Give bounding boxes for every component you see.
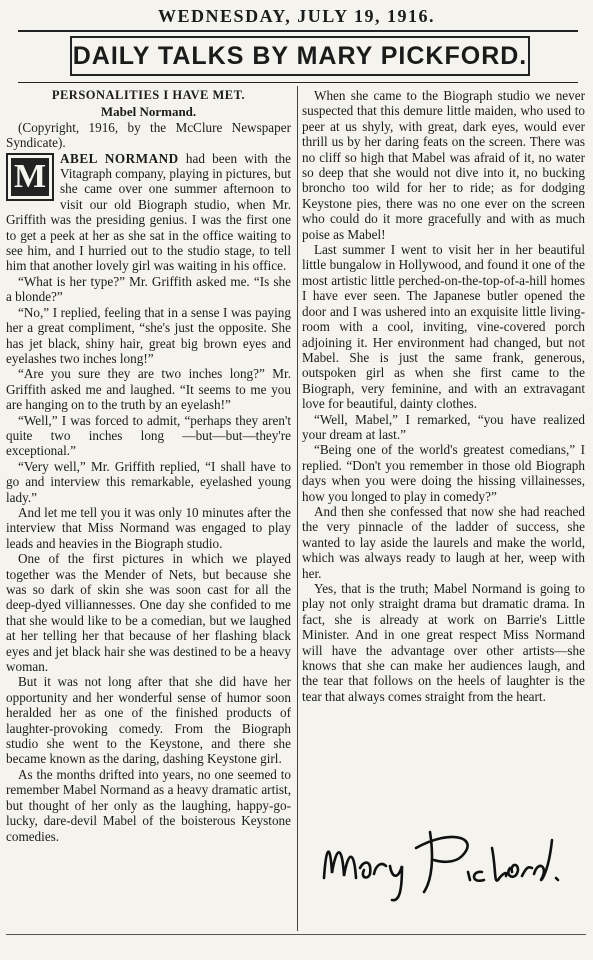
left-column: [6, 88, 291, 844]
headline: DAILY TALKS BY MARY PICKFORD.: [70, 36, 530, 76]
paragraph: “Are you sure they are two inches long?” Mr. Griffith asked me and laughed. “It seems to me you are hanging on to the truth by an eyelash!”: [6, 366, 291, 413]
headline-rule: [18, 82, 578, 83]
paragraph: “Well,” I was forced to admit, “perhaps they aren't quite two inches long —but—but—they're exceptional.”: [6, 412, 291, 459]
article-subhead: PERSONALITIES I HAVE MET.: [51, 88, 246, 102]
dateline: WEDNESDAY, JULY 19, 1916.: [158, 6, 435, 26]
article-byline: Mabel Normand.: [100, 104, 197, 120]
paragraph: And then she confessed that now she had reached the very pinnacle of the ladder of success, she wanted to lay aside the laurels and make the world, which was always ready to laugh at her, weep with her.: [302, 503, 585, 581]
paragraph: “Being one of the world's greatest comedians,” I replied. “Don't you remember in those old Biograph days when you were doing the hissing villainesses, how you longed to play in comedy?”: [302, 442, 585, 504]
paragraph: But it was not long after that she did have her opportunity and her wonderful sense of humor soon heralded her as one of the finished products of laughter-provoking comedy. From the Biograph studio she went to the Keystone, and there she became known as the daring, dashing Keystone girl.: [6, 674, 291, 767]
drop-cap: M: [6, 153, 54, 201]
bottom-rule: [6, 934, 586, 935]
copyright-notice: (Copyright, 1916, by the McClure Newspaper Syndicate).: [6, 119, 291, 151]
handwritten-signature: [312, 818, 572, 908]
paragraph: “No,” I replied, feeling that in a sense I was paying her a great compliment, “she's just the opposite. She has jet black, shiny hair, great big brown eyes and eyelashes two inches long!”: [6, 304, 291, 366]
lead-text: had been with the Vitagraph company, playing in pictures, but she came over one summer afternoon to visit our old Biograph studio, when Mr. Griffith was the presiding genius. I was the first one to get a peek at her as she sat in the office waiting to see him, and I hurried out to the studio stage, to tell him that another lovely girl was waiting in his office.: [6, 150, 291, 274]
paragraph: One of the first pictures in which we played together was the Mender of Nets, but because she was so dark of skin she was soon cast for all the deep-dyed villiannesses. One day she confided to me that she would like to be a comedian, but we laughed at her telling her that because of her flashing black eyes and jet black hair she was destined to be a heavy woman.: [6, 551, 291, 675]
paragraph: And let me tell you it was only 10 minutes after the interview that Miss Normand was engaged to play leads and heavies in the Biograph studio.: [6, 504, 291, 551]
paragraph: “Well, Mabel,” I remarked, “you have realized your dream at last.”: [302, 411, 585, 442]
paragraph: “Very well,” Mr. Griffith replied, “I shall have to go and interview this remarkable, eyelashed young lady.”: [6, 458, 291, 505]
top-rule: [18, 30, 578, 32]
paragraph: Yes, that is the truth; Mabel Normand is going to play not only straight drama but dramatic drama. In fact, she is already at work on Barrie's Little Minister. And in one great respect Miss Normand will have the advantage over other artists—she knows that she can make her audiences laugh, and the tear that follows on the heels of laughter is the tear that always comes straight from the heart.: [302, 581, 585, 704]
paragraph: As the months drifted into years, no one seemed to remember Mabel Normand as a heavy dramatic artist, but thought of her only as the laughing, happy-go-lucky, dare-devil Mabel of the boisterous Keystone comedies.: [6, 766, 291, 844]
lead-caps: ABEL NORMAND: [60, 150, 179, 166]
paragraph: Last summer I went to visit her in her beautiful little bungalow in Hollywood, and found it one of the most artistic little perched-on-the-top-of-a-hill homes I have ever seen. The Japanese butler opened the door and I was ushered into an exquisite little living-room with a cool, inviting, vine-covered porch adjoining it. Her environment had changed, but not Mabel. She is just the same frank, generous, outspoken girl as when she first came to the Biograph, very feminine, and with an extravagant love for beautiful, dainty clothes.: [302, 242, 585, 412]
lead-paragraph: [6, 151, 291, 274]
right-column: [302, 88, 585, 704]
paragraph: When she came to the Biograph studio we never suspected that this demure little maiden, who used to peer at us shyly, with great, dark eyes, would ever thrill us by her daring feats on the screen. There was no cliff so high that Mabel was afraid of it, no water so deep that she would not dive into it, no bucking broncho too wild for her to ride; as for dodging Keystone pies, there was no one ever on the screen who could do it more gracefully and with as much poise as Mabel!: [302, 88, 585, 242]
column-divider: [297, 86, 298, 931]
paragraph: “What is her type?” Mr. Griffith asked me. “Is she a blonde?”: [6, 273, 291, 305]
